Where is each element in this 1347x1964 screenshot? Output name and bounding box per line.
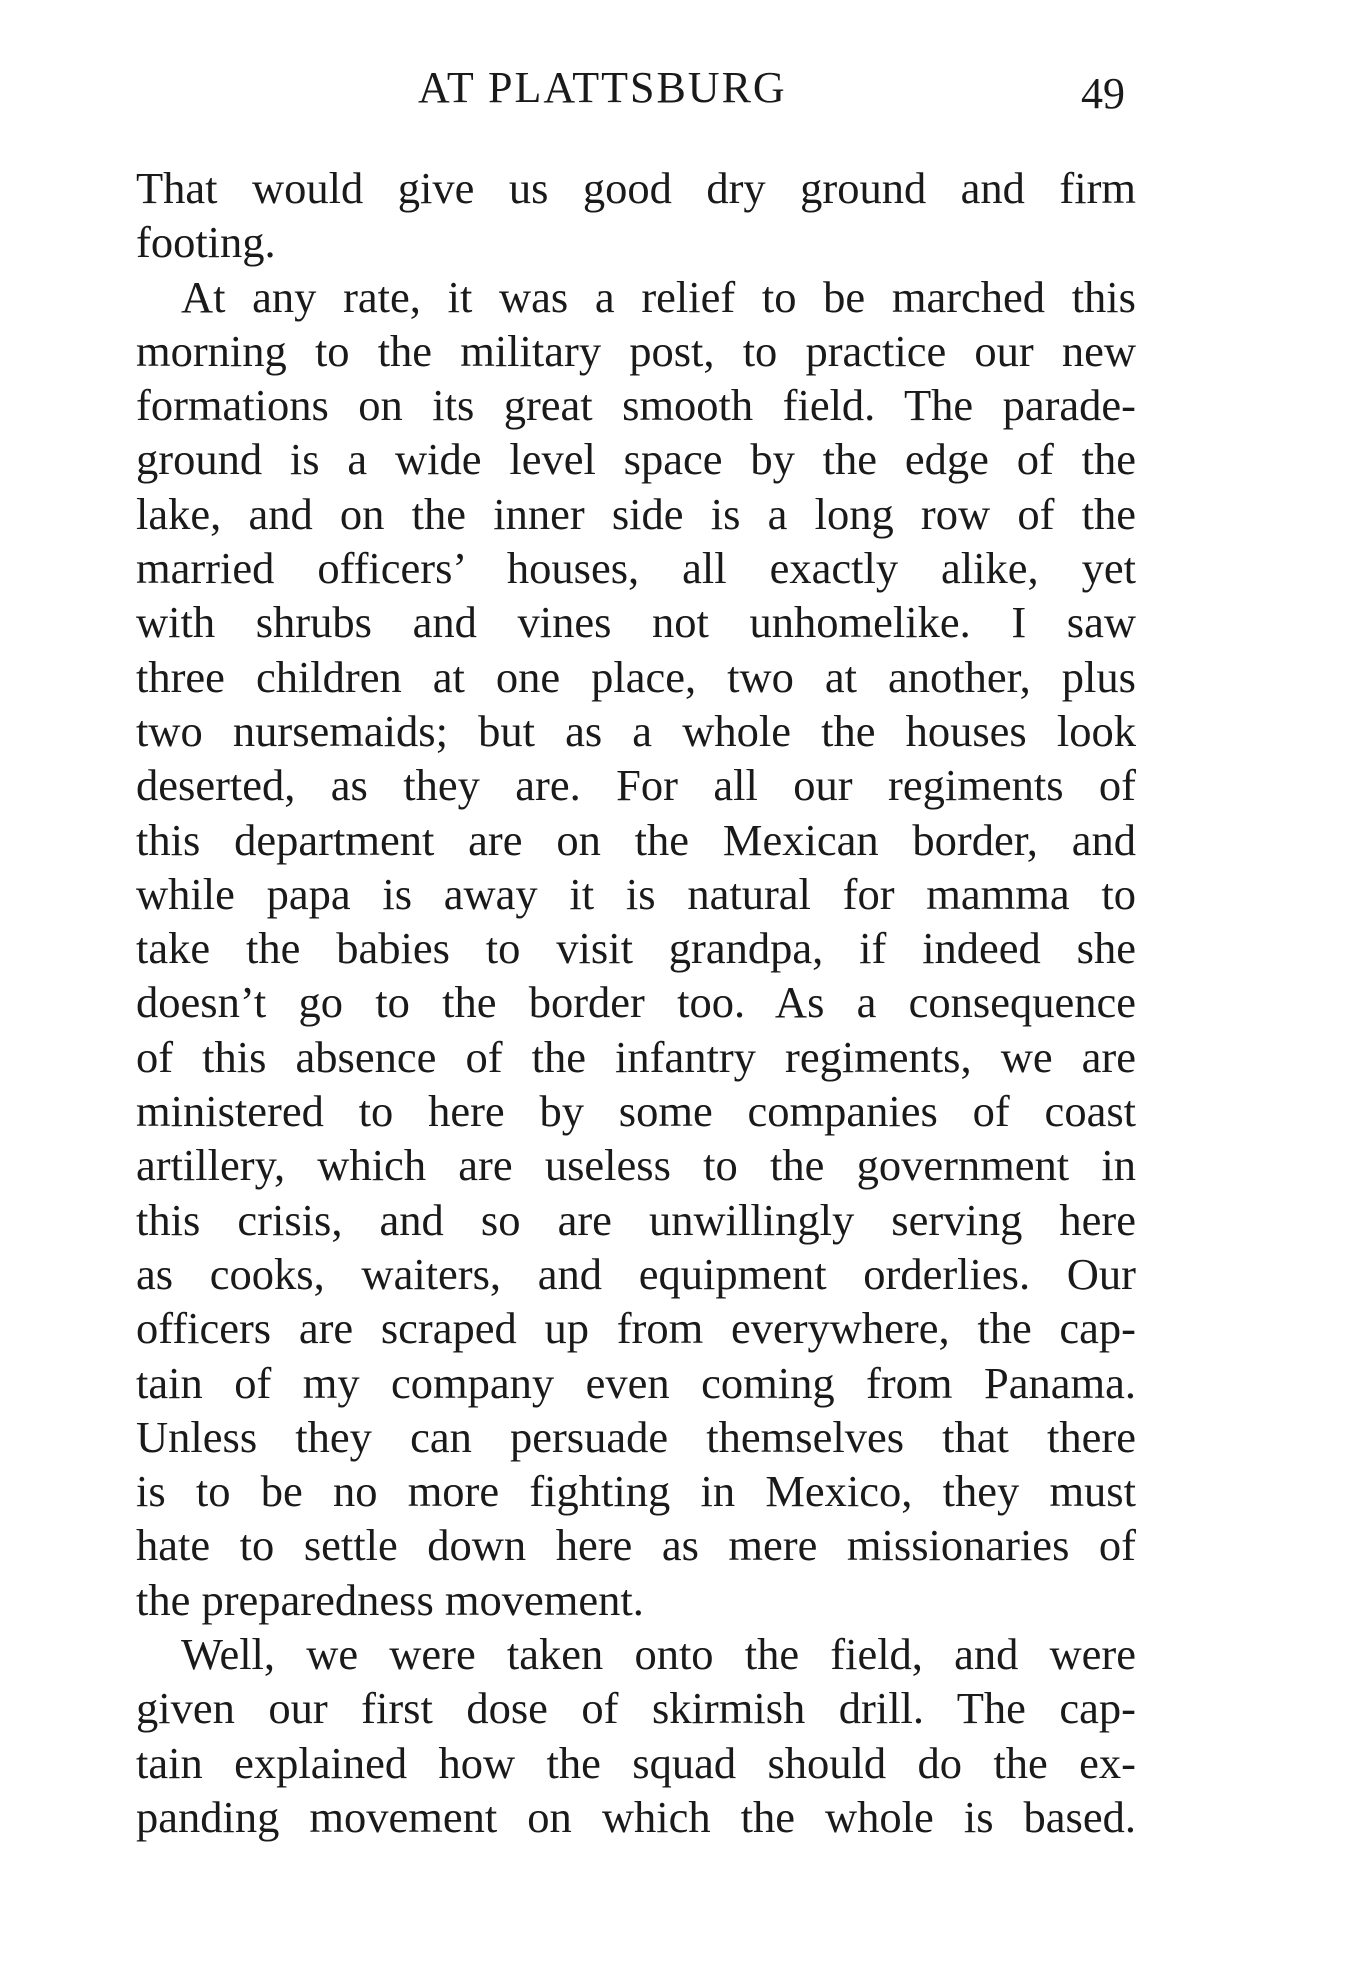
text-line: deserted, as they are. For all our regiments of [136, 760, 1136, 811]
text-line: artillery, which are useless to the government in [136, 1140, 1136, 1191]
text-line: Unless they can persuade themselves that there [136, 1411, 1136, 1462]
text-line: is to be no more fighting in Mexico, they must [136, 1466, 1136, 1517]
text-line: formations on its great smooth field. The parade- [136, 380, 1136, 431]
text-line: lake, and on the inner side is a long row of the [136, 488, 1136, 539]
text-line: this crisis, and so are unwillingly serving here [136, 1194, 1136, 1245]
text-line: ministered to here by some companies of coast [136, 1086, 1136, 1137]
text-line: take the babies to visit grandpa, if indeed she [136, 923, 1136, 974]
text-line: with shrubs and vines not unhomelike. I saw [136, 597, 1136, 648]
page-number: 49 [1081, 69, 1125, 118]
text-line: two nursemaids; but as a whole the houses look [136, 705, 1136, 756]
text-line: hate to settle down here as mere missionaries of [136, 1520, 1136, 1571]
text-line: three children at one place, two at another, plus [136, 651, 1136, 702]
text-line: That would give us good dry ground and firm [136, 163, 1136, 213]
text-line: tain of my company even coming from Panama. [136, 1357, 1136, 1408]
text-line: married officers’ houses, all exactly alike, yet [136, 543, 1136, 594]
text-line: ground is a wide level space by the edge of the [136, 434, 1136, 485]
text-line: as cooks, waiters, and equipment orderlies. Our [136, 1248, 1136, 1299]
text-line: At any rate, it was a relief to be marched this [181, 271, 1136, 322]
text-line: footing. [136, 217, 276, 268]
text-line: officers are scraped up from everywhere, the cap- [136, 1303, 1136, 1354]
text-line: the preparedness movement. [136, 1574, 644, 1625]
text-line: while papa is away it is natural for mamma to [136, 868, 1136, 919]
text-line: panding movement on which the whole is based. [136, 1791, 1136, 1842]
text-line: Well, we were taken onto the field, and were [181, 1629, 1136, 1680]
text-line: given our first dose of skirmish drill. The cap- [136, 1683, 1136, 1734]
text-line: of this absence of the infantry regiments, we are [136, 1031, 1136, 1082]
text-line: doesn’t go to the border too. As a consequence [136, 977, 1136, 1028]
body-text [136, 161, 1136, 1844]
text-line: morning to the military post, to practice our new [136, 325, 1136, 376]
running-head-title: AT PLATTSBURG [418, 63, 787, 112]
text-line: tain explained how the squad should do the ex- [136, 1737, 1136, 1788]
text-line: this department are on the Mexican border, and [136, 814, 1136, 865]
